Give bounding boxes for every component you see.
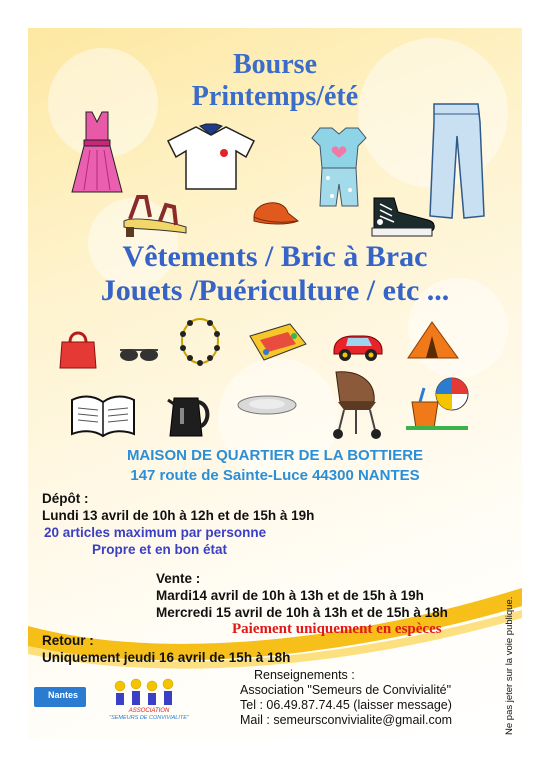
board-game-icon [246, 322, 308, 362]
venue-address: 147 route de Sainte-Luce 44300 NANTES [130, 467, 420, 484]
association-logo-smileys [108, 678, 190, 708]
title-line-2: Printemps/été [191, 81, 359, 112]
contact-tel: Tel : 06.49.87.74.45 (laisser message) [240, 698, 452, 712]
book-icon [70, 392, 136, 438]
depot-schedule: Lundi 13 avril de 10h à 12h et de 15h à 19h [42, 508, 315, 523]
nantes-logo-text: Nantes [48, 690, 79, 700]
retour-schedule: Uniquement jeudi 16 avril de 15h à 18h [42, 650, 291, 665]
cap-icon [248, 195, 300, 229]
vente-label: Vente : [156, 571, 201, 586]
association-logo-line-2: "SEMEURS DE CONVIVIALITE" [109, 715, 189, 721]
subtitle-line-2: Jouets /Puériculture / etc ... [100, 274, 450, 307]
kids-outfit-icon [306, 124, 372, 208]
association-logo-line-1: ASSOCIATION [128, 708, 170, 714]
contact-heading: Renseignements : [254, 668, 355, 682]
payment-note: Paiement uniquement en espèces [232, 621, 442, 637]
depot-note-condition: Propre et en bon état [92, 542, 228, 557]
nantes-logo [34, 687, 86, 707]
sandal-icon [120, 191, 190, 239]
side-note-text: Ne pas jeter sur la voie publique. [504, 596, 515, 735]
kettle-icon [166, 390, 210, 438]
beach-toys-icon [402, 368, 472, 434]
necklace-icon [178, 316, 222, 366]
poster [28, 28, 522, 740]
association-logo [108, 678, 190, 728]
vente-line-1: Mardi14 avril de 10h à 13h et de 15h à 19h [156, 588, 424, 603]
retour-label: Retour : [42, 633, 94, 648]
title-line-1: Bourse [233, 49, 317, 80]
venue-name: MAISON DE QUARTIER DE LA BOTTIERE [126, 447, 424, 464]
depot-label: Dépôt : [42, 491, 89, 506]
depot-note-max-articles: 20 articles maximum par personne [44, 525, 267, 540]
stroller-icon [330, 368, 382, 440]
handbag-icon [58, 328, 98, 370]
sneaker-icon [368, 194, 438, 238]
sunglasses-icon [118, 346, 160, 364]
vente-line-2: Mercredi 15 avril de 10h à 13h et de 15h à 18h [156, 605, 448, 620]
toy-car-icon [330, 328, 386, 362]
subtitle-line-1: Vêtements / Bric à Brac [122, 240, 428, 273]
tent-icon [404, 318, 462, 360]
side-note [504, 575, 518, 735]
contact-association: Association "Semeurs de Convivialité" [240, 683, 452, 697]
dress-icon [70, 110, 124, 194]
contact-mail: Mail : semeursconvivialite@gmail.com [240, 713, 453, 727]
plate-icon [236, 394, 298, 416]
shirt-icon [166, 123, 256, 191]
